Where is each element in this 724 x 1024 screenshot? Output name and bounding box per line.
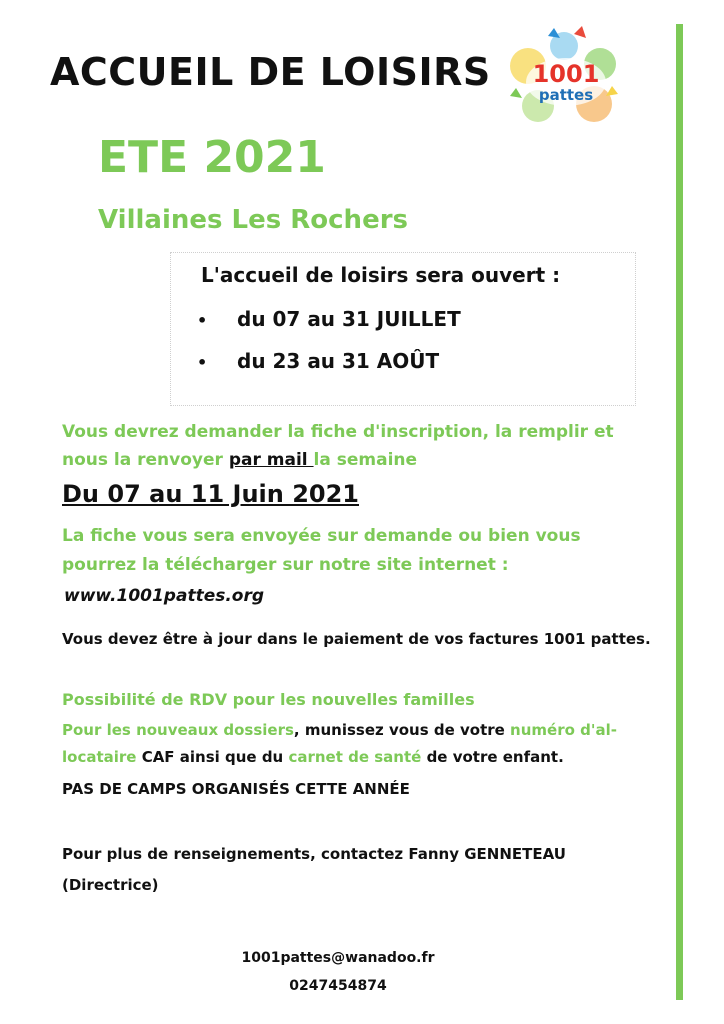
logo-number: 1001 [532, 60, 600, 88]
registration-text-line1: Vous devrez demander la fiche d'inscription, la remplir et [62, 422, 614, 442]
season-heading: ETE 2021 [98, 132, 326, 183]
village-name: Villaines Les Rochers [98, 205, 408, 235]
page-title: ACCUEIL DE LOISIRS [50, 50, 491, 94]
logo-graphic [508, 26, 620, 126]
contact-email[interactable]: 1001pattes@wanadoo.fr [241, 950, 435, 966]
bullet-icon: • [197, 311, 208, 330]
contact-line1: Pour plus de renseignements, contactez Fanny GENNETEAU [62, 845, 566, 863]
form-info-line1: La fiche vous sera envoyée sur demande ou bien vous [62, 526, 581, 546]
payment-note: Vous devez être à jour dans le paiement de vos factures 1001 pattes. [62, 630, 651, 648]
new-families-line1: Pour les nouveaux dossiers, munissez vous de votre numéro d'al- [62, 721, 617, 739]
website-link[interactable]: www.1001pattes.org [64, 586, 265, 606]
email-link[interactable]: par mail [228, 450, 314, 470]
registration-text-line2: nous la renvoyer par mail la semaine [62, 450, 418, 470]
logo-word: pattes [538, 86, 594, 104]
opening-dates-box [170, 252, 636, 406]
new-families-line2: locataire CAF ainsi que du carnet de santé de votre enfant. [62, 748, 564, 766]
date-item-july: • du 07 au 31 JUILLET [197, 307, 461, 331]
no-camps-notice: PAS DE CAMPS ORGANISÉS CETTE ANNÉE [62, 780, 410, 798]
brand-logo [508, 26, 620, 126]
date-item-august: • du 23 au 31 AOÛT [197, 349, 440, 373]
green-side-bar [676, 24, 683, 1000]
form-info-line2: pourrez la télécharger sur notre site internet : [62, 555, 509, 575]
new-families-heading: Possibilité de RDV pour les nouvelles familles [62, 690, 475, 709]
contact-line2: (Directrice) [62, 876, 159, 894]
opening-heading: L'accueil de loisirs sera ouvert : [201, 263, 561, 287]
contact-phone: 0247454874 [289, 978, 387, 994]
registration-week: Du 07 au 11 Juin 2021 [62, 480, 359, 508]
bullet-icon: • [197, 353, 208, 372]
